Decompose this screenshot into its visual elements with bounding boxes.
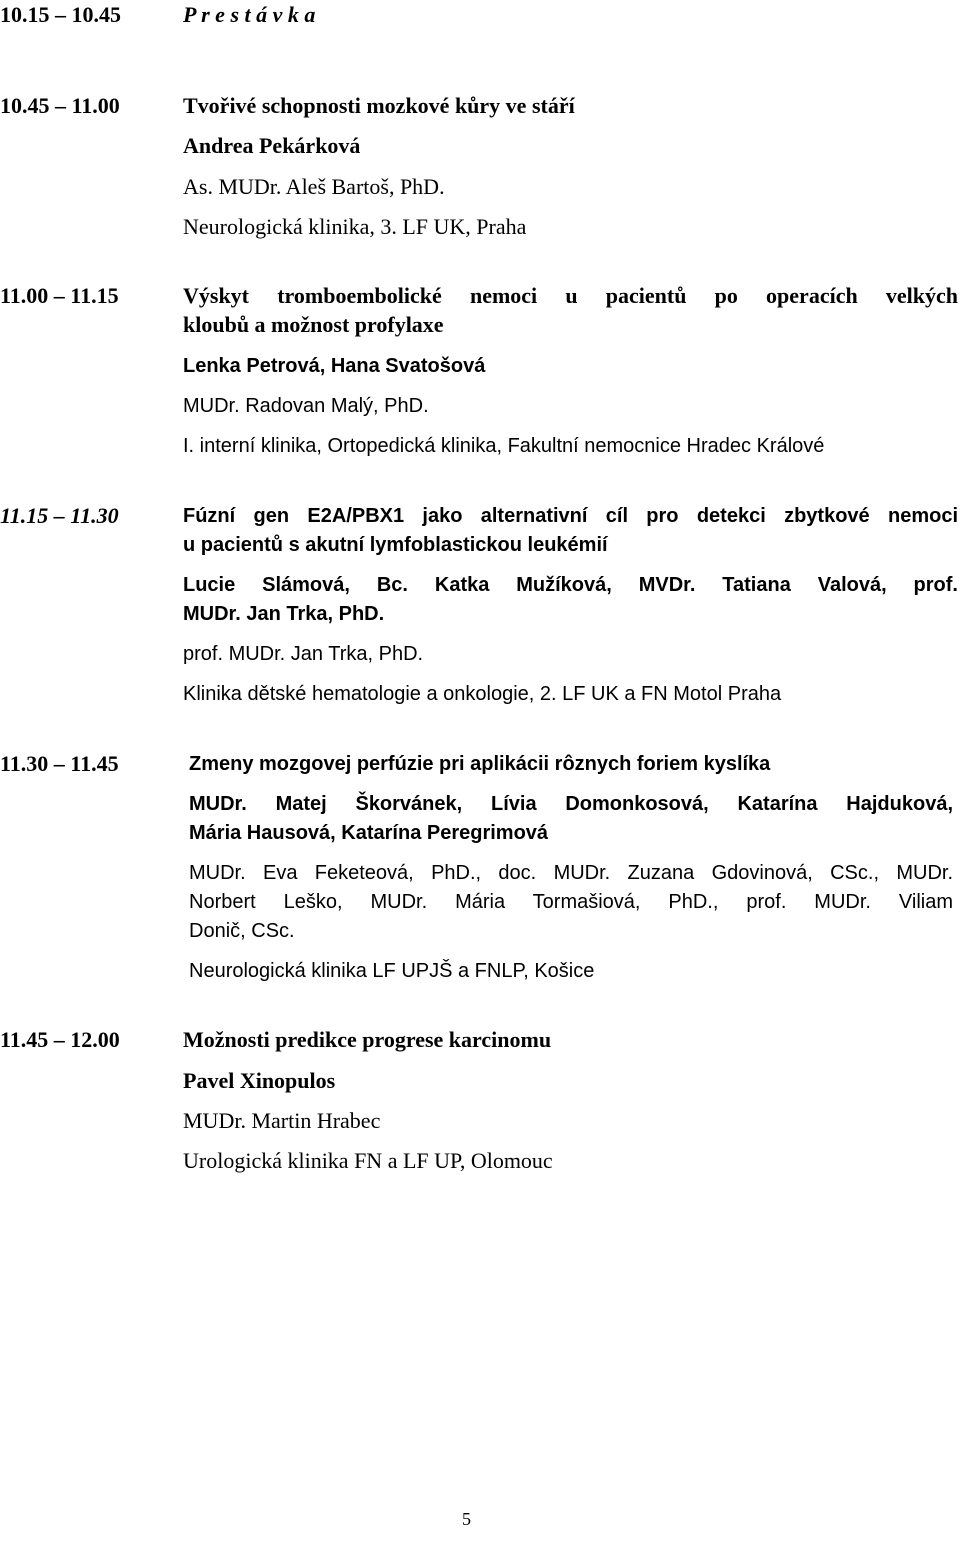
talk-title: Zmeny mozgovej perfúzie pri aplikácii rôznych foriem kyslíka xyxy=(189,753,771,775)
talk-title-cont: kloubů a možnost profylaxe xyxy=(183,312,444,337)
time-slot: 11.45 – 12.00 xyxy=(0,1027,120,1052)
talk-title-cont: u pacientů s akutní lymfoblastickou leukémií xyxy=(183,534,608,556)
talk-authors: Pavel Xinopulos xyxy=(183,1068,336,1093)
talk-institution: Klinika dětské hematologie a onkologie, 2. LF UK a FN Motol Praha xyxy=(183,683,782,705)
talk-title: Tvořivé schopnosti mozkové kůry ve stáří xyxy=(183,93,575,118)
talk-title: Výskyt tromboembolické nemoci u pacientů po operacích velkých xyxy=(183,283,958,308)
talk-institution: Urologická klinika FN a LF UP, Olomouc xyxy=(183,1148,553,1173)
talk-authors: Lucie Slámová, Bc. Katka Mužíková, MVDr. Tatiana Valová, prof. xyxy=(183,574,958,596)
time-slot: 10.45 – 11.00 xyxy=(0,93,120,118)
time-slot: 11.00 – 11.15 xyxy=(0,283,119,308)
talk-supervisor: MUDr. Martin Hrabec xyxy=(183,1108,381,1133)
talk-title: Fúzní gen E2A/PBX1 jako alternativní cíl pro detekci zbytkové nemoci xyxy=(183,505,958,527)
talk-supervisor-cont: Norbert Leško, MUDr. Mária Tormašiová, PhD., prof. MUDr. Viliam xyxy=(189,891,953,913)
time-slot: 10.15 – 10.45 xyxy=(0,2,121,27)
talk-supervisor-cont: Donič, CSc. xyxy=(189,920,295,942)
talk-authors-cont: MUDr. Jan Trka, PhD. xyxy=(183,603,385,625)
talk-institution: I. interní klinika, Ortopedická klinika, Fakultní nemocnice Hradec Králové xyxy=(183,435,825,457)
talk-institution: Neurologická klinika LF UPJŠ a FNLP, Košice xyxy=(189,960,595,982)
talk-supervisor: MUDr. Eva Feketeová, PhD., doc. MUDr. Zuzana Gdovinová, CSc., MUDr. xyxy=(189,862,953,884)
talk-supervisor: As. MUDr. Aleš Bartoš, PhD. xyxy=(183,174,445,199)
time-slot: 11.15 – 11.30 xyxy=(0,503,119,528)
page-number: 5 xyxy=(462,1509,471,1529)
talk-authors-cont: Mária Hausová, Katarína Peregrimová xyxy=(189,822,549,844)
break-title: P r e s t á v k a xyxy=(183,2,316,27)
talk-supervisor: prof. MUDr. Jan Trka, PhD. xyxy=(183,643,424,665)
talk-authors: Andrea Pekárková xyxy=(183,133,361,158)
talk-institution: Neurologická klinika, 3. LF UK, Praha xyxy=(183,214,527,239)
talk-supervisor: MUDr. Radovan Malý, PhD. xyxy=(183,395,429,417)
time-slot: 11.30 – 11.45 xyxy=(0,751,119,776)
talk-title: Možnosti predikce progrese karcinomu xyxy=(183,1027,552,1052)
talk-authors: MUDr. Matej Škorvánek, Lívia Domonkosová, Katarína Hajduková, xyxy=(189,793,953,815)
talk-authors: Lenka Petrová, Hana Svatošová xyxy=(183,355,486,377)
